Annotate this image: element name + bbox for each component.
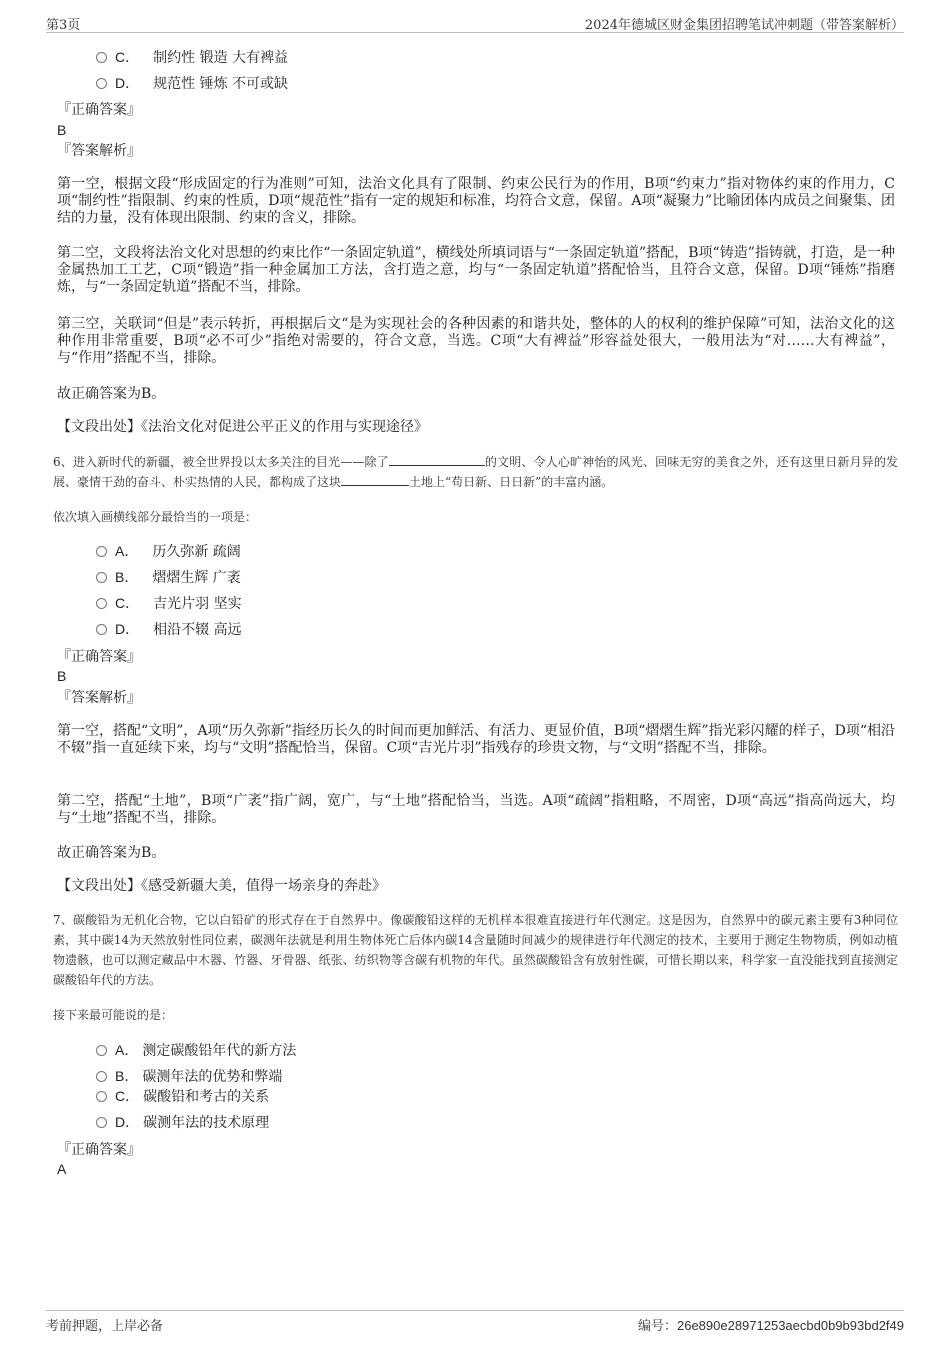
q5-analysis-para-1: 第一空，根据文段“形成固定的行为准则”可知，法治文化具有了限制、约束公民行为的作用，B项“约束力”指对物体约束的作用力，C项“制约性”指限制、约束的性质，D项“规范性”指有一定的规矩和标准，均符合文意，保留。A项“凝聚力”比喻团体内成员之间聚集、团结的力量，没有体现出限制、约束的含义，排除。 [57,176,895,226]
q5-analysis-para-2: 第二空，文段将法治文化对思想的约束比作“一条固定轨道”，横线处所填词语与“一条固定轨道”搭配，B项“铸造”指铸就，打造，是一种金属热加工工艺，C项“锻造”指一种金属加工方法，含打造之意，均与“一条固定轨道”搭配恰当，且符合文意，保留。D项“锤炼”指磨炼，与“一条固定轨道”搭配不当，排除。 [57,245,895,295]
q5-analysis-label: 『答案解析』 [57,143,141,159]
blank-2 [341,473,409,486]
q7-option-d[interactable]: D． 碳测年法的技术原理 [96,1112,269,1132]
footer-slogan: 考前押题，上岸必备 [46,1319,164,1334]
radio-icon[interactable] [96,52,107,63]
radio-icon[interactable] [96,572,107,583]
q6-prompt: 依次填入画横线部分最恰当的一项是： [53,510,258,524]
q7-option-a[interactable]: A． 测定碳酸铅年代的新方法 [96,1040,296,1060]
document-code: 编号：26e890e28971253aecbd0b9b93bd2f49 [637,1318,904,1334]
page-header [46,14,904,33]
radio-icon[interactable] [96,1045,107,1056]
radio-icon[interactable] [96,1071,107,1082]
page-footer [46,1310,904,1334]
q5-conclusion: 故正确答案为B。 [57,386,166,402]
q5-option-c[interactable]: C． 制约性 锻造 大有裨益 [96,47,288,67]
blank-1 [389,453,485,466]
q5-answer-label: 『正确答案』 [57,102,141,118]
radio-icon[interactable] [96,598,107,609]
radio-icon[interactable] [96,1091,107,1102]
q5-option-d[interactable]: D． 规范性 锤炼 不可或缺 [96,73,288,93]
radio-icon[interactable] [96,1117,107,1128]
q6-answer: B [57,668,67,684]
q6-option-c[interactable]: C． 吉光片羽 坚实 [96,593,242,613]
q5-answer: B [57,122,67,138]
q6-option-b[interactable]: B． 熠熠生辉 广袤 [96,567,241,587]
document-title: 2024年德城区财金集团招聘笔试冲刺题（带答案解析） [584,18,904,33]
radio-icon[interactable] [96,624,107,635]
q7-option-c[interactable]: C． 碳酸铅和考古的关系 [96,1086,269,1106]
q6-option-a[interactable]: A． 历久弥新 疏阔 [96,541,241,561]
q6-conclusion: 故正确答案为B。 [57,845,166,861]
q7-answer-label: 『正确答案』 [57,1142,141,1158]
q6-option-d[interactable]: D． 相沿不辍 高远 [96,619,242,639]
q7-prompt: 接下来最可能说的是： [53,1008,174,1022]
q6-source: 【文段出处】《感受新疆大美，值得一场亲身的奔赴》 [57,878,386,894]
radio-icon[interactable] [96,546,107,557]
q5-source: 【文段出处】《法治文化对促进公平正义的作用与实现途径》 [57,419,428,435]
q6-answer-label: 『正确答案』 [57,649,141,665]
q6-analysis-para-2: 第二空，搭配“土地”，B项“广袤”指广阔，宽广，与“土地”搭配恰当，当选。A项“疏阔”指粗略，不周密，D项“高远”指高尚远大，均与“土地”搭配不当，排除。 [57,793,895,826]
q6-analysis-label: 『答案解析』 [57,690,141,706]
q5-analysis-para-3: 第三空，关联词“但是”表示转折，再根据后文“是为实现社会的各种因素的和谐共处，整体的人的权利的维护保障”可知，法治文化的这种作用非常重要，B项“必不可少”指绝对需要的，符合文意，当选。C项“大有裨益”形容益处很大，一般用法为“对……大有裨益”，与“作用”搭配不当，排除。 [57,316,895,366]
q7-answer: A [57,1161,67,1177]
page-number: 第3页 [46,18,81,33]
q7-stem: 7、碳酸铅为无机化合物，它以白铅矿的形式存在于自然界中。像碳酸铅这样的无机样本很难直接进行年代测定。这是因为，自然界中的碳元素主要有3种同位素，其中碳14为天然放射性同位素，碳测年法就是利用生物体死亡后体内碳14含量随时间减少的规律进行年代测定的技术，主要用于测定生物物质，例如动植物遗骸，也可以测定藏品中木器、竹器、牙骨器、纸张、纺织物等含碳有机物的年代。虽然碳酸铅含有放射性碳，可惜长期以来，科学家一直没能找到直接测定碳酸铅年代的方法。 [53,913,898,987]
q6-analysis-para-1: 第一空，搭配“文明”，A项“历久弥新”指经历长久的时间而更加鲜活、有活力、更显价值，B项“熠熠生辉”指光彩闪耀的样子，D项“相沿不辍”指一直延续下来，均与“文明”搭配恰当，保留。C项“吉光片羽”指残存的珍贵文物，与“文明”搭配不当，排除。 [57,723,895,756]
radio-icon[interactable] [96,78,107,89]
q6-stem: 6、进入新时代的新疆，被全世界投以太多关注的目光——除了 的文明、令人心旷神怡的风光、回味无穷的美食之外，还有这里日新月异的发展、豪情干劲的奋斗、朴实热情的人民，都构成了这块 土地上“苟日新、日日新”的丰富内涵。 [53,455,898,489]
q7-option-b[interactable]: B． 碳测年法的优势和弊端 [96,1066,282,1086]
